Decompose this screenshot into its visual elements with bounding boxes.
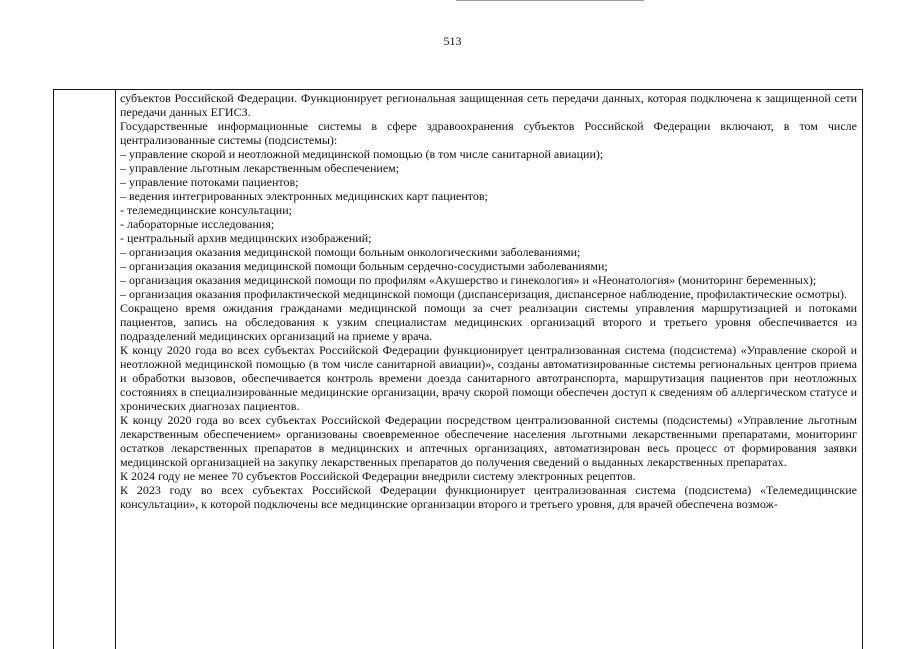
list-item: – ведения интегрированных электронных медицинских карт пациентов; <box>120 189 488 203</box>
list-item: - центральный архив медицинских изображений; <box>120 231 372 245</box>
systems-intro-paragraph: Государственные информационные системы в сфере здравоохранения субъектов Российской Федерации включают, в том числе централизованные системы (подсистемы): <box>120 119 857 147</box>
intro-paragraph: субъектов Российской Федерации. Функционирует региональная защищенная сеть передачи данных, которая подключена к защищенной сети передачи данных ЕГИСЗ. <box>120 91 857 119</box>
emergency-care-paragraph: К концу 2020 года во всех субъектах Российской Федерации функционирует централизованная система (подсистема) «Управление скорой и неотложной медицинской помощью (в том числе санитарной авиации)», созданы автоматизированные системы региональных центров приема и обработки вызовов, обеспечивается контроль времени доезда санитарного автотранспорта, маршрутизация пациентов при неотложных состояниях в специализированные медицинские организации, врачу скорой помощи обеспечен доступ к сведениям об аллергическом статусе и хронических диагнозах пациентов. <box>120 343 857 413</box>
waiting-time-paragraph: Сокращено время ожидания гражданами медицинской помощи за счет реализации системы управления маршрутизацией и потоками пациентов, запись на обследования к узким специалистам медицинских организаций второго и третьего уровня обеспечивается из подразделений медицинских организаций на приеме у врача. <box>120 301 857 343</box>
electronic-prescriptions-paragraph: К 2024 году не менее 70 субъектов Российской Федерации внедрили систему электронных рецептов. <box>120 469 636 483</box>
list-item: - лабораторные исследования; <box>120 217 275 231</box>
top-rule <box>456 0 644 1</box>
list-item: – управление потоками пациентов; <box>120 175 299 189</box>
list-item: – организация оказания медицинской помощи по профилям «Акушерство и гинекология» и «Неонатология» (мониторинг беременных); <box>120 273 817 287</box>
list-item: – организация оказания профилактической медицинской помощи (диспансеризация, диспансерное наблюдение, профилактические осмотры). <box>120 287 848 301</box>
list-item: – организация оказания медицинской помощи больным онкологическими заболеваниями; <box>120 245 581 259</box>
drug-supply-paragraph: К концу 2020 года во всех субъектах Российской Федерации посредством централизованной системы (подсистемы) «Управление льготным лекарственным обеспечением» организованы своевременное обеспечение населения льготными лекарственными препаратами, мониторинг остатков лекарственных препаратов в медицинских и аптечных организациях, автоматизирован весь процесс от формирования заявки медицинской организацией на закупку лекарственных препаратов до получения сведений о выданных лекарственных препаратах. <box>120 413 857 469</box>
column-divider <box>115 89 116 649</box>
telemedicine-paragraph: К 2023 году во всех субъектах Российской Федерации функционирует централизованная система (подсистема) «Телемедицинские консультации», к которой подключены все медицинские организации второго и третьего уровня, для врачей обеспечена возмож- <box>120 483 857 511</box>
table-cell-content <box>120 91 857 511</box>
list-item: – организация оказания медицинской помощи больным сердечно-сосудистыми заболеваниями; <box>120 259 608 273</box>
list-item: – управление льготным лекарственным обеспечением; <box>120 161 400 175</box>
list-item: - телемедицинские консультации; <box>120 203 292 217</box>
page-number: 513 <box>443 34 462 48</box>
list-item: – управление скорой и неотложной медицинской помощью (в том числе санитарной авиации); <box>120 147 604 161</box>
